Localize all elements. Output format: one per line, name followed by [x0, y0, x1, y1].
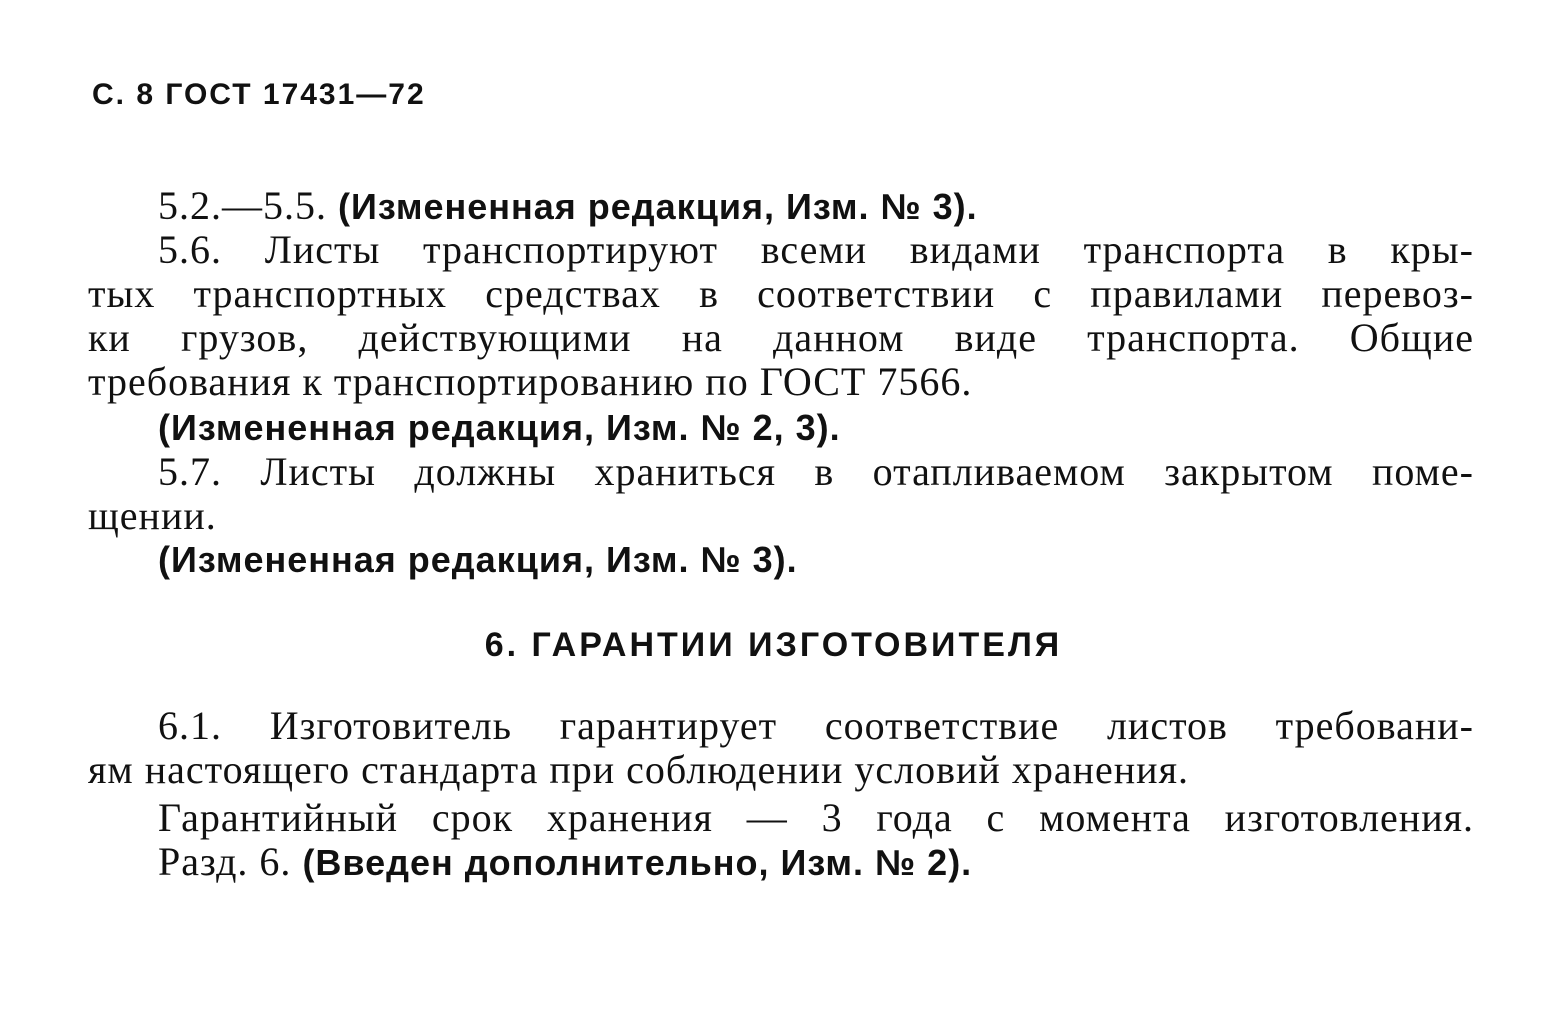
clause-5-6-line-4: требования к транспортированию по ГОСТ 7566. — [88, 359, 973, 404]
clause-6-1-line-1: 6.1. Изготовитель гарантирует соответствие листов требовани- — [158, 703, 1474, 748]
clause-5-6-line-3: ки грузов, действующими на данном виде транспорта. Общие — [88, 315, 1474, 360]
amendment-note: (Введен дополнительно, Изм. № 2). — [302, 842, 973, 883]
clause-number: 5.2.—5.5. — [158, 183, 327, 228]
page-header: С. 8 ГОСТ 17431—72 — [92, 78, 426, 111]
amendment-note: (Измененная редакция, Изм. № 3). — [158, 539, 798, 580]
clause-5-7-line-1: 5.7. Листы должны храниться в отапливаемом закрытом поме- — [158, 449, 1474, 494]
clause-5-6-line-2: тых транспортных средствах в соответствии с правилами перевоз- — [88, 271, 1474, 316]
amendment-note: (Измененная редакция, Изм. № 3). — [338, 186, 978, 227]
section-title — [0, 626, 1559, 665]
clause-6-1-line-2: ям настоящего стандарта при соблюдении условий хранения. — [88, 747, 1189, 792]
section-title-text: 6. ГАРАНТИИ ИЗГОТОВИТЕЛЯ — [484, 626, 1063, 664]
amendment-note: (Измененная редакция, Изм. № 2, 3). — [158, 407, 841, 448]
clause-5-6-line-1: 5.6. Листы транспортируют всеми видами транспорта в кры- — [158, 227, 1474, 272]
section-6-footer — [158, 840, 1474, 885]
clause-5-2-5-line — [158, 184, 1474, 229]
section-ref: Разд. 6. — [158, 839, 292, 884]
clause-6-1-line-3: Гарантийный срок хранения — 3 года с момента изготовления. — [158, 795, 1474, 840]
clause-5-7-line-2: щении. — [88, 493, 217, 538]
